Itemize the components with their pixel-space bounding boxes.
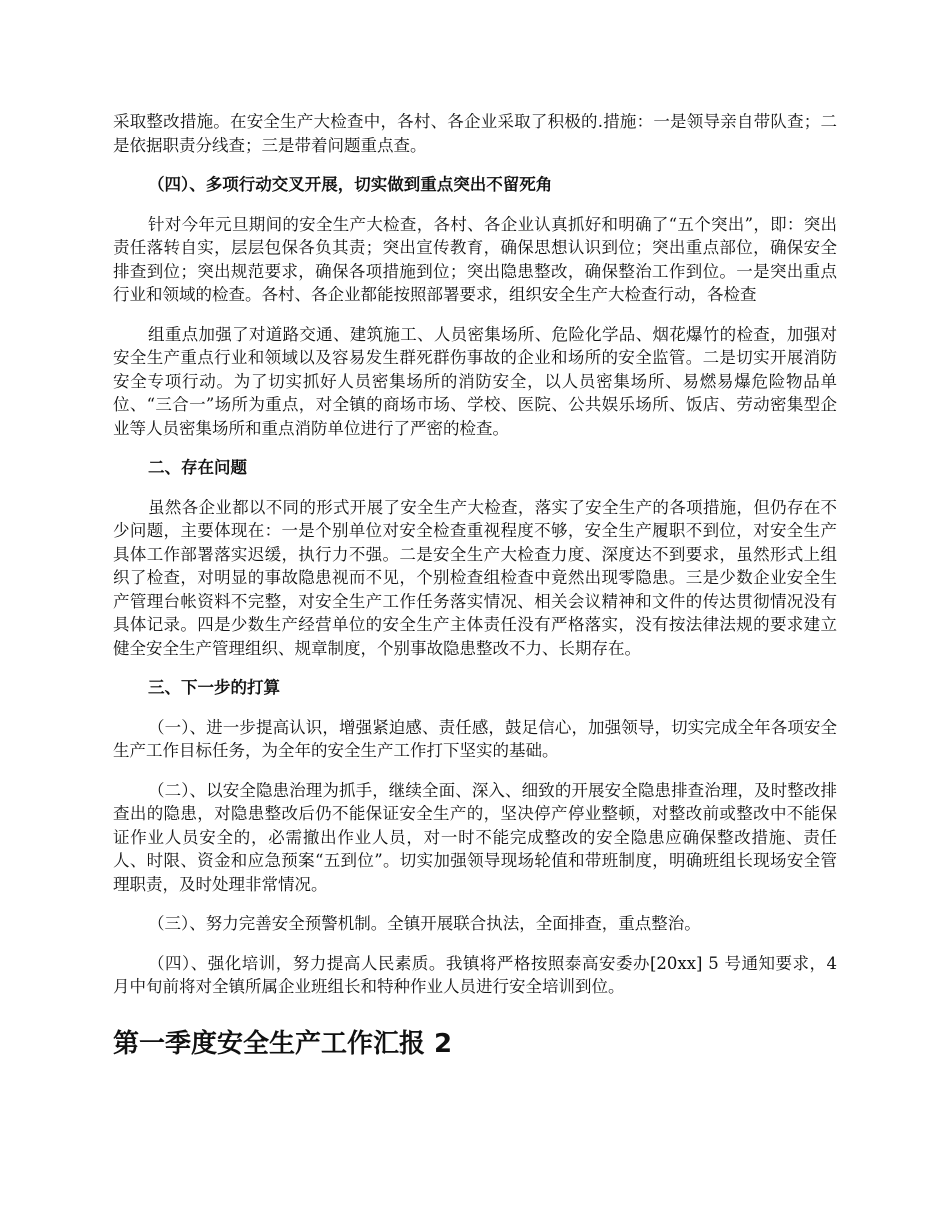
section-heading-4: （四）、多项行动交叉开展，切实做到重点突出不留死角 xyxy=(148,175,553,194)
section-heading-problems: 二、存在问题 xyxy=(148,458,247,477)
paragraph-problems: 虽然各企业都以不同的形式开展了安全生产大检查，落实了安全生产的各项措施，但仍存在不少问题，主要体现在：一是个别单位对安全检查重视程度不够，安全生产履职不到位，对安全生产具体工作部署落实迟缓，执行力不强。二是安全生产大检查力度、深度达不到要求，虽然形式上组织了检查，对明显的事故隐患视而不见，个别检查组检查中竟然出现零隐患。三是少数企业安全生产管理台帐资料不完整，对安全生产工作任务落实情况、相关会议精神和文件的传达贯彻情况没有具体记录。四是少数生产经营单位的安全生产主体责任没有严格落实，没有按法律法规的要求建立健全安全生产管理组织、规章制度，个别事故隐患整改不力、长期存在。 xyxy=(113,497,837,658)
paragraph-4a: 针对今年元旦期间的安全生产大检查，各村、各企业认真抓好和明确了“五个突出”，即：突出责任落转自实，层层包保各负其责；突出宣传教育，确保思想认识到位；突出重点部位，确保安全排查到位；突出规范要求，确保各项措施到位；突出隐患整改，确保整治工作到位。一是突出重点行业和领域的检查。各村、各企业都能按照部署要求，组织安全生产大检查行动，各检查 xyxy=(113,214,837,304)
paragraph-next-1: （一）、进一步提高认识，增强紧迫感、责任感，鼓足信心，加强领导，切实完成全年各项安全生产工作目标任务，为全年的安全生产工作打下坚实的基础。 xyxy=(113,717,837,760)
paragraph-next-3: （三）、努力完善安全预警机制。全镇开展联合执法，全面排查，重点整治。 xyxy=(148,914,701,933)
section-heading-next-steps: 三、下一步的打算 xyxy=(148,678,280,697)
document-page xyxy=(113,110,837,1061)
paragraph-intro: 采取整改措施。在安全生产大检查中，各村、各企业采取了积极的.措施：一是领导亲自带队查；二是依据职责分线查；三是带着问题重点查。 xyxy=(113,112,837,155)
paragraph-next-4: （四）、强化培训，努力提高人民素质。我镇将严格按照泰高安委办[20xx] 5 号通知要求，4 月中旬前将对全镇所属企业班组长和特种作业人员进行安全培训到位。 xyxy=(113,953,837,996)
paragraph-next-2: （二）、以安全隐患治理为抓手，继续全面、深入、细致的开展安全隐患排查治理，及时整改排查出的隐患，对隐患整改后仍不能保证安全生产的，坚决停产停业整顿，对整改前或整改中不能保证作业人员安全的，必需撤出作业人员，对一时不能完成整改的安全隐患应确保整改措施、责任人、时限、资金和应急预案“五到位”。切实加强领导现场轮值和带班制度，明确班组长现场安全管理职责，及时处理非常情况。 xyxy=(113,780,837,894)
document-title-2: 第一季度安全生产工作汇报 2 xyxy=(113,1028,453,1059)
paragraph-4b: 组重点加强了对道路交通、建筑施工、人员密集场所、危险化学品、烟花爆竹的检查，加强对安全生产重点行业和领域以及容易发生群死群伤事故的企业和场所的安全监管。二是切实开展消防安全专项行动。为了切实抓好人员密集场所的消防安全，以人员密集场所、易燃易爆危险物品单位、“三合一”场所为重点，对全镇的商场市场、学校、医院、公共娱乐场所、饭店、劳动密集型企业等人员密集场所和重点消防单位进行了严密的检查。 xyxy=(113,324,837,438)
